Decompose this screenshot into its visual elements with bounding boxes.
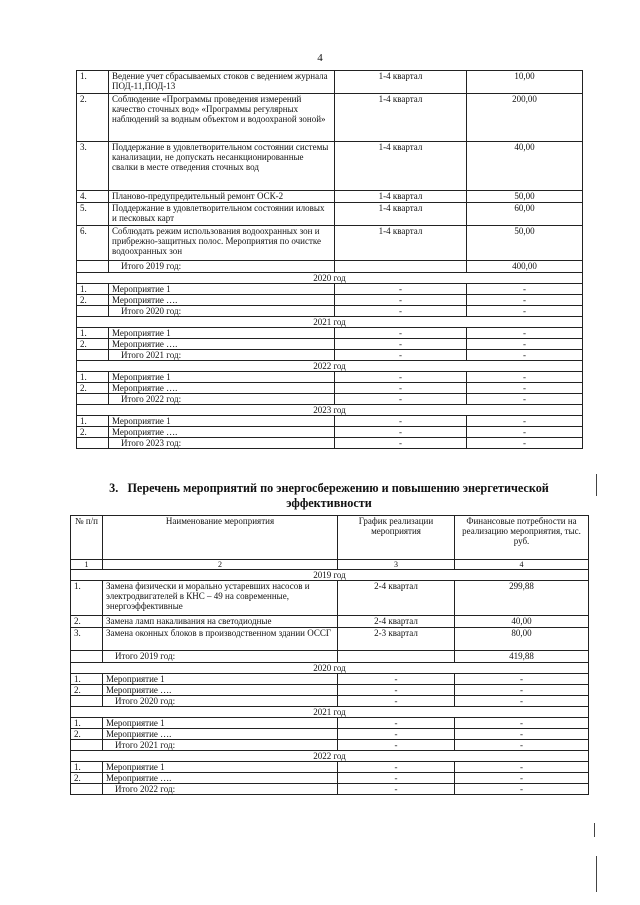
schedule: - <box>335 328 467 339</box>
schedule: - <box>335 372 467 383</box>
table-header <box>71 516 589 560</box>
table-row <box>77 416 583 427</box>
total-row <box>77 438 583 449</box>
total-label: Итого 2022 год: <box>109 394 335 405</box>
amount: 60,00 <box>467 203 583 226</box>
total-label: Итого 2019 год: <box>109 261 335 273</box>
measure-name: Мероприятие 1 <box>109 284 335 295</box>
amount: - <box>467 295 583 306</box>
amount: - <box>455 674 589 685</box>
schedule: - <box>338 773 455 784</box>
schedule: - <box>335 394 467 405</box>
schedule: 1-4 квартал <box>335 142 467 191</box>
schedule: - <box>335 339 467 350</box>
measure-name: Мероприятие 1 <box>103 718 338 729</box>
year-label: 2021 год <box>71 707 589 718</box>
measure-name: Мероприятие 1 <box>109 372 335 383</box>
table-row <box>77 372 583 383</box>
amount: - <box>467 284 583 295</box>
total-row <box>71 651 589 663</box>
row-number: 1. <box>77 328 109 339</box>
total-amount: - <box>467 306 583 317</box>
row-number: 2. <box>77 383 109 394</box>
measure-name: Мероприятие …. <box>109 339 335 350</box>
measure-name: Мероприятие 1 <box>103 762 338 773</box>
total-amount: - <box>455 696 589 707</box>
schedule: 1-4 квартал <box>335 94 467 142</box>
row-number: 5. <box>77 203 109 226</box>
row-number: 2. <box>77 94 109 142</box>
row-number: 1. <box>77 284 109 295</box>
total-label: Итого 2021 год: <box>103 740 338 751</box>
year-label: 2021 год <box>77 317 583 328</box>
table-row <box>77 383 583 394</box>
schedule: 2-4 квартал <box>338 581 455 616</box>
table-row <box>71 628 589 651</box>
margin-mark <box>594 823 595 837</box>
measure-name: Соблюдать режим использования водоохранных зон и прибрежно-защитных полос. Мероприятия по очистке водоохранных зон <box>109 226 335 261</box>
table-row <box>77 94 583 142</box>
row-number: 3. <box>77 142 109 191</box>
amount: - <box>467 416 583 427</box>
col-header-num: № п/п <box>71 516 103 560</box>
year-row <box>71 663 589 674</box>
schedule: - <box>335 295 467 306</box>
measure-name: Мероприятие …. <box>103 729 338 740</box>
row-number: 2. <box>77 295 109 306</box>
year-row <box>71 751 589 762</box>
total-row <box>77 306 583 317</box>
table-row <box>71 762 589 773</box>
amount: 40,00 <box>455 616 589 628</box>
total-label: Итого 2023 год: <box>109 438 335 449</box>
row-number: 2. <box>71 616 103 628</box>
amount: - <box>467 427 583 438</box>
measure-name: Планово-предупредительный ремонт ОСК-2 <box>109 191 335 203</box>
amount: - <box>455 762 589 773</box>
margin-mark <box>596 856 597 892</box>
measure-name: Поддержание в удовлетворительном состоянии системы канализации, не допускать несанкционированные свалки в месте отведения сточных вод <box>109 142 335 191</box>
table-row <box>77 339 583 350</box>
year-label: 2022 год <box>71 751 589 762</box>
margin-mark <box>596 474 597 496</box>
schedule: - <box>335 438 467 449</box>
year-row <box>77 405 583 416</box>
year-label: 2023 год <box>77 405 583 416</box>
year-label: 2020 год <box>71 663 589 674</box>
year-row <box>71 707 589 718</box>
schedule: - <box>335 284 467 295</box>
row-number: 3. <box>71 628 103 651</box>
measure-name: Ведение учет сбрасываемых стоков с ведением журнала ПОД-11,ПОД-13 <box>109 71 335 94</box>
total-label: Итого 2020 год: <box>103 696 338 707</box>
year-label: 2022 год <box>77 361 583 372</box>
schedule: - <box>338 685 455 696</box>
table-row <box>71 685 589 696</box>
row-number: 1. <box>77 71 109 94</box>
amount: 40,00 <box>467 142 583 191</box>
column-number: 4 <box>455 560 589 570</box>
row-number: 1. <box>77 416 109 427</box>
total-amount: - <box>455 740 589 751</box>
table-row <box>71 773 589 784</box>
table-row <box>71 581 589 616</box>
schedule: 2-3 квартал <box>338 628 455 651</box>
table-row <box>71 674 589 685</box>
year-row <box>77 273 583 284</box>
table-row <box>71 729 589 740</box>
table-row <box>77 226 583 261</box>
measure-name: Замена оконных блоков в производственном здании ОССГ <box>103 628 338 651</box>
measure-name: Мероприятие 1 <box>109 416 335 427</box>
col-header-name: Наименование мероприятия <box>103 516 338 560</box>
schedule: - <box>338 696 455 707</box>
water-measures-table <box>76 70 583 449</box>
year-row <box>71 570 589 581</box>
column-number: 1 <box>71 560 103 570</box>
total-row <box>71 784 589 795</box>
measure-name: Замена физически и морально устаревших насосов и электродвигателей в КНС – 49 на современные, энергоэффективные <box>103 581 338 616</box>
measure-name: Мероприятие …. <box>103 773 338 784</box>
row-number: 1. <box>77 372 109 383</box>
schedule: - <box>338 740 455 751</box>
col-header-finance: Финансовые потребности на реализацию мероприятия, тыс. руб. <box>455 516 589 560</box>
measure-name: Поддержание в удовлетворительном состоянии иловых и песковых карт <box>109 203 335 226</box>
energy-measures-table <box>70 515 589 795</box>
schedule: - <box>338 762 455 773</box>
row-number: 1. <box>71 762 103 773</box>
page-number: 4 <box>317 52 323 64</box>
table-row <box>77 191 583 203</box>
year-label: 2019 год <box>71 570 589 581</box>
column-number: 3 <box>338 560 455 570</box>
total-amount: 419,88 <box>455 651 589 663</box>
row-number: 2. <box>71 729 103 740</box>
amount: - <box>467 383 583 394</box>
total-label: Итого 2020 год: <box>109 306 335 317</box>
amount: - <box>467 339 583 350</box>
schedule: 1-4 квартал <box>335 203 467 226</box>
total-amount: 400,00 <box>467 261 583 273</box>
year-label: 2020 год <box>77 273 583 284</box>
schedule: - <box>338 729 455 740</box>
table-row <box>77 284 583 295</box>
table-row <box>71 616 589 628</box>
year-row <box>77 317 583 328</box>
total-label: Итого 2019 год: <box>103 651 338 663</box>
table-row <box>77 203 583 226</box>
schedule: - <box>338 718 455 729</box>
table-row <box>77 328 583 339</box>
row-number: 2. <box>77 339 109 350</box>
amount: 10,00 <box>467 71 583 94</box>
amount: 200,00 <box>467 94 583 142</box>
section-title: Перечень мероприятий по энергосбережению и повышению энергетической эффективности <box>127 481 549 510</box>
total-amount: - <box>467 438 583 449</box>
amount: - <box>467 328 583 339</box>
amount: - <box>455 718 589 729</box>
schedule: - <box>335 416 467 427</box>
column-number: 2 <box>103 560 338 570</box>
amount: - <box>467 372 583 383</box>
schedule: - <box>338 674 455 685</box>
schedule: - <box>335 383 467 394</box>
row-number: 4. <box>77 191 109 203</box>
table-row <box>71 718 589 729</box>
section-3-heading <box>70 481 588 511</box>
row-number: 2. <box>71 685 103 696</box>
table-row <box>77 142 583 191</box>
measure-name: Мероприятие …. <box>109 427 335 438</box>
amount: 50,00 <box>467 226 583 261</box>
measure-name: Мероприятие …. <box>109 295 335 306</box>
row-number: 6. <box>77 226 109 261</box>
total-amount: - <box>467 394 583 405</box>
measure-name: Соблюдение «Программы проведения измерений качество сточных вод» «Программы регулярных наблюдений за водным объектом и водоохраной зоной» <box>109 94 335 142</box>
total-row <box>71 696 589 707</box>
measure-name: Замена ламп накаливания на светодиодные <box>103 616 338 628</box>
total-row <box>71 740 589 751</box>
table-row <box>77 427 583 438</box>
schedule: 1-4 квартал <box>335 226 467 261</box>
amount: 50,00 <box>467 191 583 203</box>
row-number: 1. <box>71 718 103 729</box>
row-number: 1. <box>71 581 103 616</box>
col-header-schedule: График реализации мероприятия <box>338 516 455 560</box>
table-row <box>77 71 583 94</box>
total-label: Итого 2021 год: <box>109 350 335 361</box>
amount: 299,88 <box>455 581 589 616</box>
schedule: - <box>338 784 455 795</box>
schedule: - <box>335 306 467 317</box>
schedule: - <box>335 427 467 438</box>
year-row <box>77 361 583 372</box>
total-amount: - <box>455 784 589 795</box>
measure-name: Мероприятие …. <box>109 383 335 394</box>
row-number: 1. <box>71 674 103 685</box>
schedule: - <box>335 350 467 361</box>
row-number: 2. <box>71 773 103 784</box>
amount: - <box>455 773 589 784</box>
total-row <box>77 350 583 361</box>
amount: - <box>455 729 589 740</box>
amount: - <box>455 685 589 696</box>
total-row <box>77 394 583 405</box>
schedule: 1-4 квартал <box>335 191 467 203</box>
column-numbers-row <box>71 560 589 570</box>
table-row <box>77 295 583 306</box>
total-row <box>77 261 583 273</box>
measure-name: Мероприятие 1 <box>109 328 335 339</box>
measure-name: Мероприятие 1 <box>103 674 338 685</box>
schedule: 1-4 квартал <box>335 71 467 94</box>
schedule: 2-4 квартал <box>338 616 455 628</box>
amount: 80,00 <box>455 628 589 651</box>
row-number: 2. <box>77 427 109 438</box>
section-number: 3. <box>109 481 119 495</box>
total-label: Итого 2022 год: <box>103 784 338 795</box>
measure-name: Мероприятие …. <box>103 685 338 696</box>
total-amount: - <box>467 350 583 361</box>
